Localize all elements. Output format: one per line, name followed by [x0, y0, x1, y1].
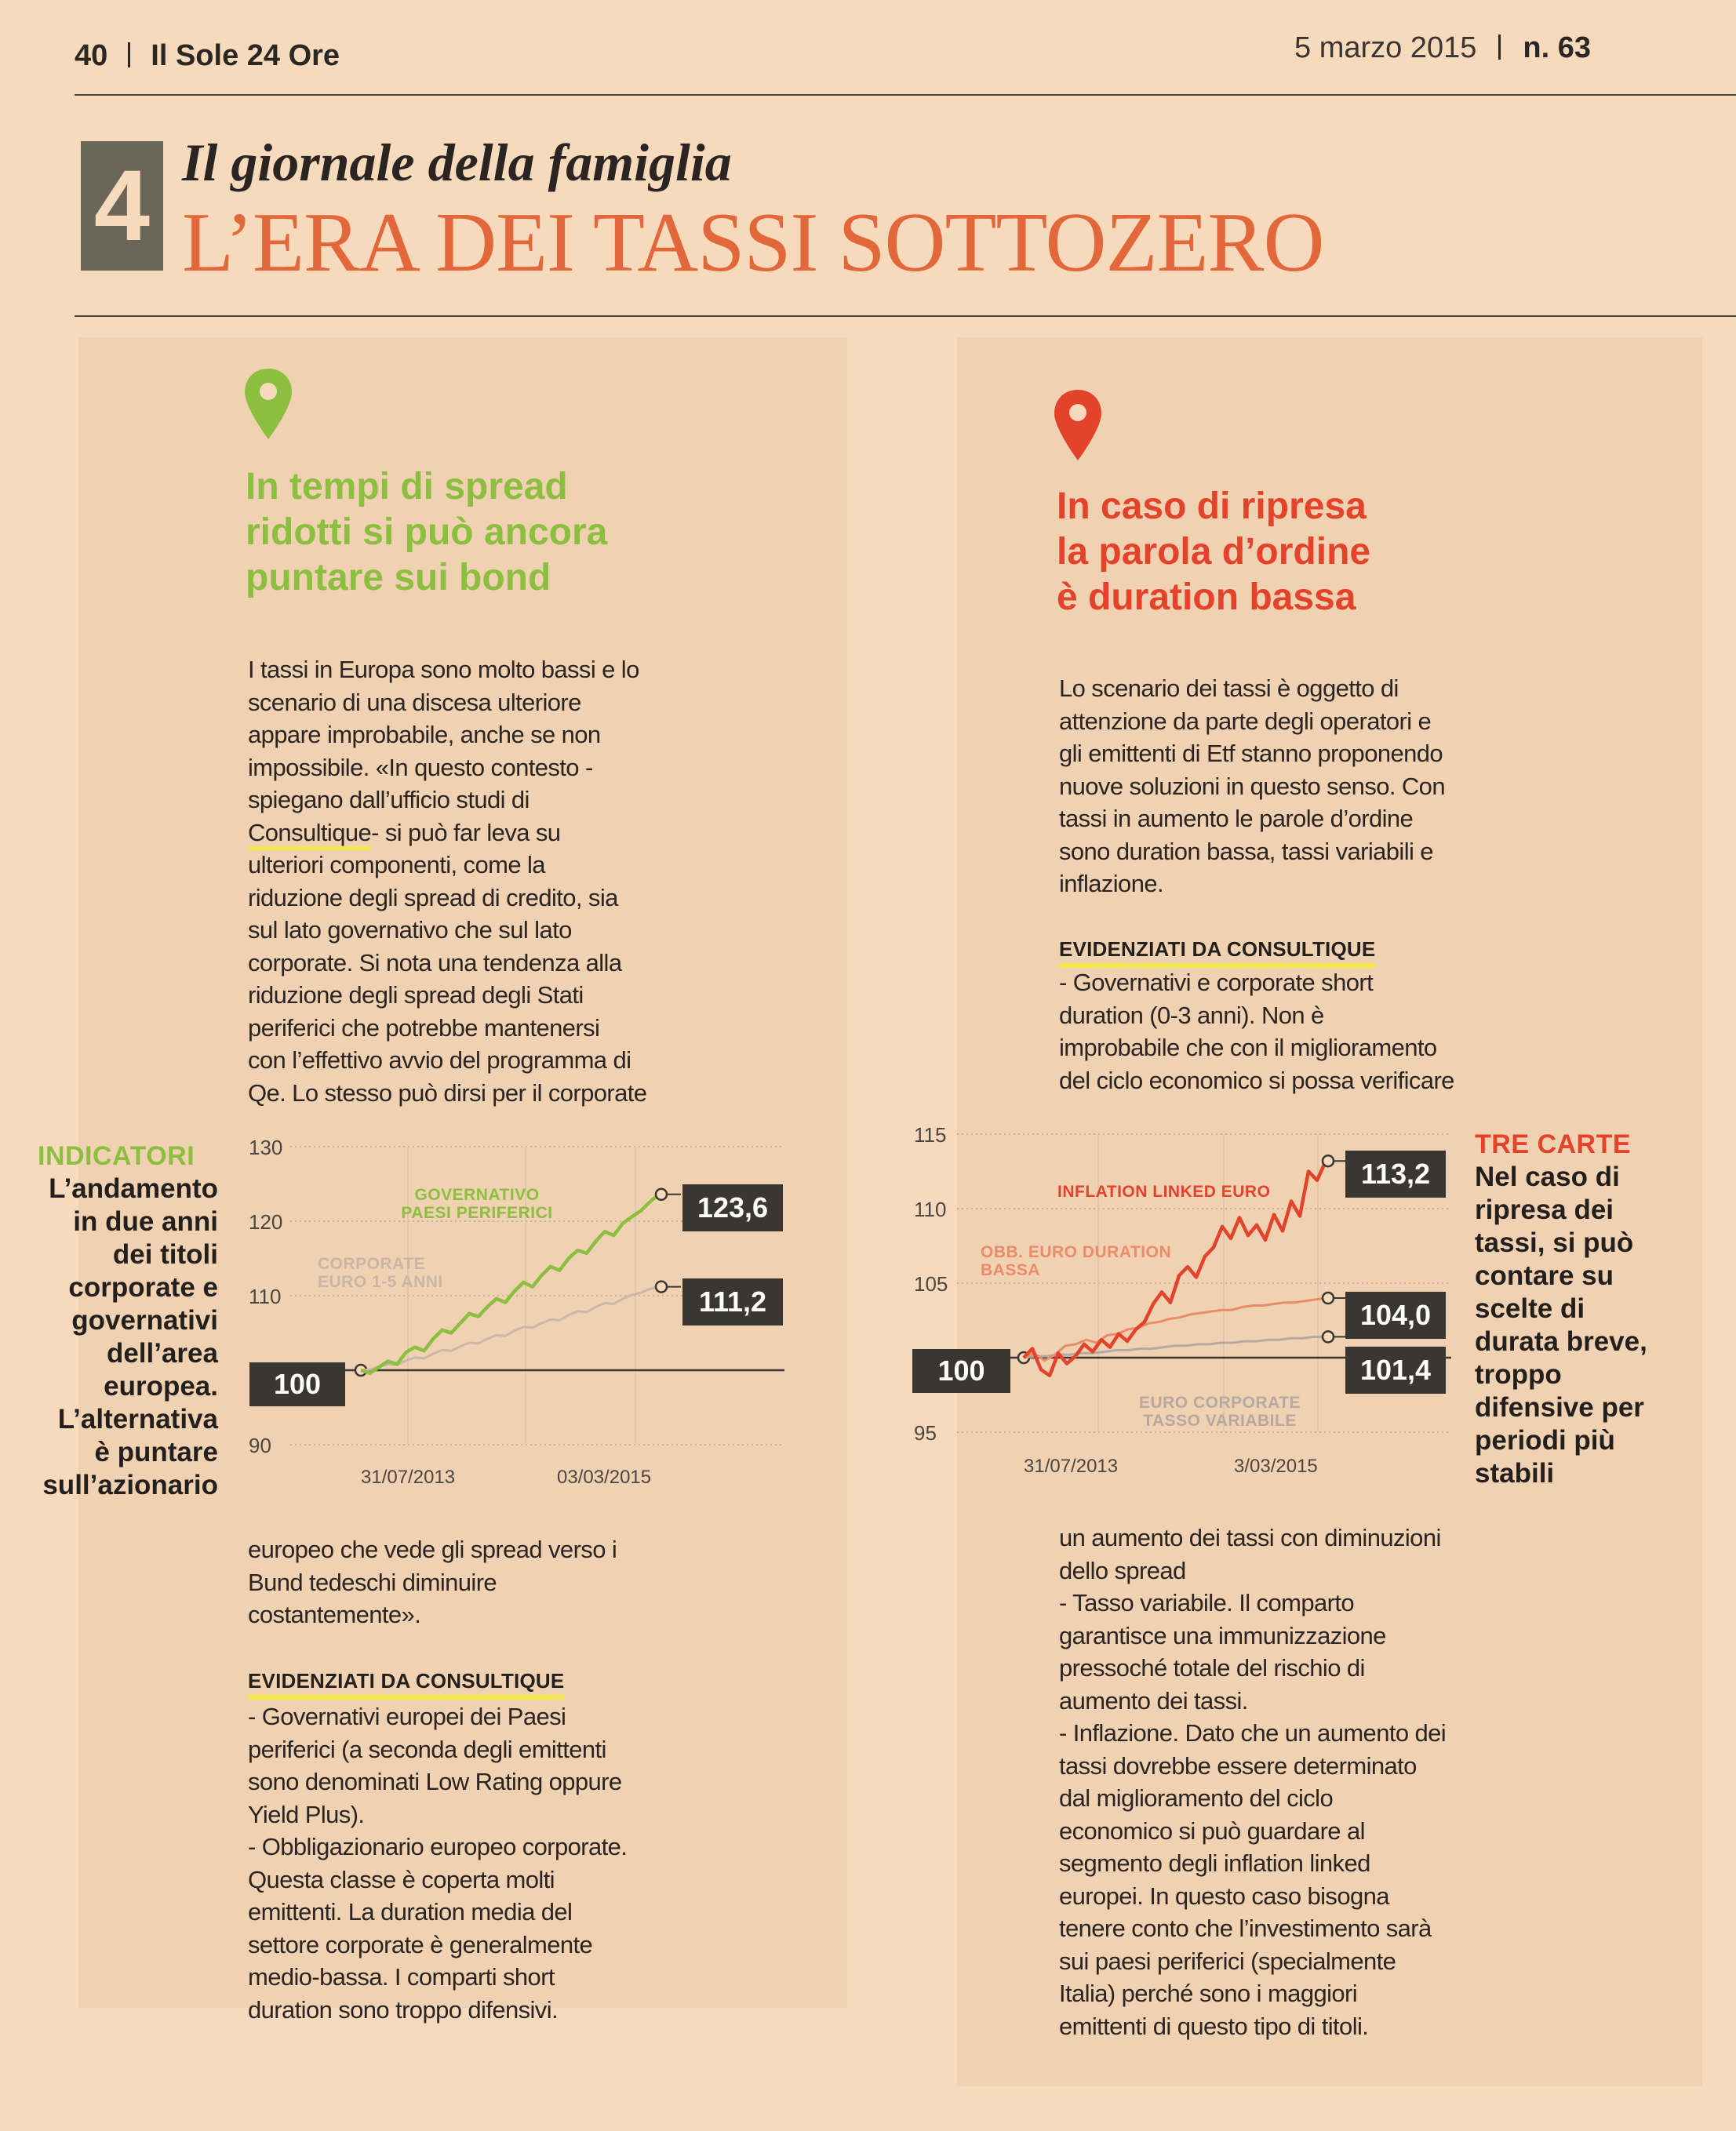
x-tick-label: 31/07/2013 — [1024, 1456, 1119, 1477]
body-fragment: - si può far leva su — [371, 818, 561, 846]
body-line: spiegano dall’ufficio studi di — [248, 786, 530, 813]
y-tick-label: 120 — [249, 1210, 283, 1234]
body-line: pressoché totale del rischio di — [1059, 1654, 1365, 1682]
series-line — [1024, 1336, 1326, 1358]
sidebar-line: durata breve, — [1475, 1326, 1647, 1357]
body-line: - Tasso variabile. Il comparto — [1059, 1589, 1354, 1616]
right-evidenziati-label — [1059, 937, 1375, 968]
body-line: Qe. Lo stesso può dirsi per il corporate — [248, 1078, 647, 1107]
indicatori-title: INDICATORI — [38, 1141, 195, 1171]
tre-carte-title: TRE CARTE — [1475, 1129, 1632, 1159]
series-line — [1024, 1298, 1326, 1361]
body-line: dello spread — [1059, 1556, 1186, 1584]
end-value-box-duration-bassa: 104,0 — [1345, 1292, 1446, 1339]
tre-carte-body — [1475, 1161, 1726, 1490]
header-rule — [75, 315, 1736, 317]
map-pin-green-icon — [243, 367, 293, 442]
body-line: tassi in aumento le parole d’ordine — [1059, 805, 1414, 832]
sidebar-line: sull’azionario — [42, 1470, 218, 1500]
evidenziati-label: EVIDENZIATI DA CONSULTIQUE — [1059, 937, 1375, 968]
left-subhead-line: ridotti si può ancora — [246, 511, 608, 553]
body-line: impossibile. «In questo contesto - — [248, 753, 593, 781]
sidebar-line: L’andamento — [49, 1173, 218, 1204]
body-line: riduzione degli spread di credito, sia — [248, 883, 618, 911]
y-tick-label: 110 — [914, 1198, 947, 1221]
masthead-rule — [75, 94, 1736, 96]
sidebar-line: difensive per — [1475, 1392, 1644, 1423]
body-line: sui paesi periferici (specialmente — [1059, 1947, 1396, 1975]
body-line: segmento degli inflation linked — [1059, 1849, 1370, 1877]
body-line: I tassi in Europa sono molto bassi e lo — [248, 656, 639, 683]
body-line: riduzione degli spread degli Stati — [248, 981, 584, 1009]
masthead-separator — [1498, 35, 1501, 60]
body-line — [248, 816, 687, 849]
page-title: L’ERA DEI TASSI SOTTOZERO — [182, 196, 1324, 289]
body-line: un aumento dei tassi con diminuzioni — [1059, 1524, 1441, 1551]
end-value-box-governativo: 123,6 — [682, 1184, 783, 1231]
map-pin-red-icon — [1053, 388, 1103, 464]
body-line: ulteriori componenti, come la — [248, 851, 545, 878]
body-line: corporate. Si nota una tendenza alla — [248, 948, 622, 976]
right-body-after-chart — [1059, 1522, 1498, 2042]
body-line: tassi dovrebbe essere determinato — [1059, 1751, 1417, 1780]
sidebar-line: L’alternativa — [57, 1404, 218, 1435]
end-value-box-tasso-variabile: 101,4 — [1345, 1347, 1446, 1394]
sidebar-line: corporate e — [68, 1272, 218, 1303]
body-line: garantisce una immunizzazione — [1059, 1621, 1386, 1649]
sidebar-line: in due anni — [73, 1206, 218, 1237]
body-line: attenzione da parte degli operatori e — [1059, 707, 1432, 735]
section-number: 4 — [93, 150, 151, 262]
base-value-box: 100 — [912, 1349, 1010, 1393]
body-line: Lo scenario dei tassi è oggetto di — [1059, 675, 1399, 702]
issue-number: n. 63 — [1523, 31, 1591, 64]
right-body-top — [1059, 672, 1498, 900]
left-evidenziati-body — [248, 1700, 687, 2026]
y-tick-label: 95 — [914, 1421, 937, 1445]
sidebar-line: Nel caso di — [1475, 1162, 1620, 1192]
left-subhead-line: puntare sui bond — [246, 557, 551, 598]
body-line: sono duration bassa, tassi variabili e — [1059, 837, 1433, 865]
x-tick-label: 31/07/2013 — [361, 1467, 456, 1488]
y-tick-label: 110 — [249, 1285, 282, 1308]
body-line: - Governativi e corporate short — [1059, 969, 1374, 996]
y-tick-label: 115 — [914, 1123, 947, 1147]
y-tick-label: 130 — [249, 1136, 283, 1159]
body-line: economico si può guardare al — [1059, 1816, 1365, 1845]
series-label-duration-bassa: OBB. EURO DURATION BASSA — [981, 1243, 1172, 1279]
body-line: emittenti di questo tipo di titoli. — [1059, 2012, 1369, 2040]
end-value-box-corporate: 111,2 — [682, 1278, 783, 1326]
body-line: - Inflazione. Dato che un aumento dei — [1059, 1719, 1447, 1747]
paper-name: Il Sole 24 Ore — [151, 39, 340, 72]
base-value-box: 100 — [249, 1362, 345, 1406]
series-label-tasso-variabile: EURO CORPORATE TASSO VARIABILE — [1138, 1394, 1301, 1430]
body-line: con l’effettivo avvio del programma di — [248, 1046, 631, 1074]
section-kicker: Il giornale della famiglia — [182, 133, 732, 192]
body-line: Yield Plus). — [248, 1800, 365, 1828]
body-line: sul lato governativo che sul lato — [248, 916, 572, 944]
evidenziati-label: EVIDENZIATI DA CONSULTIQUE — [248, 1669, 564, 1700]
body-line: Bund tedeschi diminuire — [248, 1568, 497, 1596]
y-tick-label: 105 — [914, 1272, 948, 1296]
end-marker — [1323, 1293, 1334, 1304]
body-line: improbabile che con il miglioramento — [1059, 1034, 1437, 1061]
end-marker — [656, 1189, 667, 1200]
left-body-top — [248, 653, 687, 1109]
body-line: periferici che potrebbe mantenersi — [248, 1013, 600, 1042]
left-evidenziati-label — [248, 1669, 564, 1700]
sidebar-line: stabili — [1475, 1458, 1555, 1489]
sidebar-line: tassi, si può — [1475, 1227, 1634, 1258]
body-line: nuove soluzioni in questo senso. Con — [1059, 772, 1445, 800]
body-line: europei. In questo caso bisogna — [1059, 1882, 1389, 1910]
right-evidenziati-body — [1059, 966, 1498, 1096]
right-subhead-line: In caso di ripresa — [1057, 485, 1367, 527]
sidebar-line: contare su — [1475, 1260, 1614, 1291]
indicatori-body — [16, 1173, 218, 1502]
sidebar-line: dell’area — [106, 1338, 218, 1369]
body-line: scenario di una discesa ulteriore — [248, 688, 581, 716]
masthead-left — [75, 39, 340, 73]
sidebar-line: europea. — [104, 1371, 218, 1402]
left-body-after-chart — [248, 1533, 687, 1631]
sidebar-line: ripresa dei — [1475, 1195, 1614, 1225]
body-line: periferici (a seconda degli emittenti — [248, 1735, 606, 1763]
section-number-box — [81, 141, 163, 271]
left-subhead-line: In tempi di spread — [246, 466, 568, 507]
consultique-highlight: Consultique — [248, 819, 371, 850]
body-line: duration sono troppo difensivi. — [248, 1995, 558, 2024]
body-line: duration (0-3 anni). Non è — [1059, 1001, 1324, 1029]
left-chart — [243, 1122, 792, 1498]
right-subhead-line: è duration bassa — [1057, 576, 1356, 618]
body-line: Questa classe è coperta molti — [248, 1865, 555, 1893]
body-line: inflazione. — [1059, 870, 1163, 897]
end-marker — [1323, 1155, 1334, 1166]
right-subhead — [1057, 484, 1370, 620]
body-line: Italia) perché sono i maggiori — [1059, 1980, 1358, 2007]
left-subhead — [246, 464, 607, 601]
sidebar-line: periodi più — [1475, 1425, 1615, 1456]
body-line: costantemente». — [248, 1601, 421, 1628]
body-line: emittenti. La duration media del — [248, 1898, 573, 1926]
body-line: settore corporate è generalmente — [248, 1930, 593, 1958]
body-line: dal miglioramento del ciclo — [1059, 1784, 1334, 1812]
series-label-corporate: CORPORATE EURO 1-5 ANNI — [318, 1255, 443, 1291]
sidebar-line: scelte di — [1475, 1293, 1585, 1324]
body-line: - Obbligazionario europeo corporate. — [248, 1833, 628, 1860]
sidebar-line: dei titoli — [112, 1239, 218, 1270]
y-tick-label: 90 — [249, 1434, 271, 1457]
series-label-inflation: INFLATION LINKED EURO — [1057, 1183, 1271, 1201]
sidebar-line: governativi — [71, 1305, 218, 1336]
body-line: aumento dei tassi. — [1059, 1686, 1248, 1715]
body-line: gli emittenti di Etf stanno proponendo — [1059, 740, 1443, 767]
masthead-separator — [128, 42, 130, 67]
series-label-governativo: GOVERNATIVO PAESI PERIFERICI — [401, 1186, 553, 1222]
body-line: sono denominati Low Rating oppure — [248, 1768, 622, 1795]
sidebar-line: è puntare — [94, 1437, 218, 1467]
page-number: 40 — [75, 39, 108, 72]
masthead-right — [1294, 31, 1591, 65]
end-value-box-inflation: 113,2 — [1345, 1151, 1446, 1198]
end-marker — [656, 1282, 667, 1293]
body-line: tenere conto che l’investimento sarà — [1059, 1915, 1432, 1942]
right-chart — [910, 1114, 1451, 1482]
body-line: del ciclo economico si possa verificare — [1059, 1066, 1454, 1094]
body-line: medio-bassa. I comparti short — [248, 1963, 555, 1991]
right-subhead-line: la parola d’ordine — [1057, 531, 1371, 573]
x-tick-label: 3/03/2015 — [1234, 1456, 1318, 1477]
body-line: - Governativi europei dei Paesi — [248, 1703, 566, 1730]
sidebar-line: troppo — [1475, 1359, 1562, 1390]
issue-date: 5 marzo 2015 — [1294, 31, 1477, 64]
x-tick-label: 03/03/2015 — [557, 1467, 652, 1488]
end-marker — [1323, 1331, 1334, 1342]
body-line: europeo che vede gli spread verso i — [248, 1536, 617, 1563]
body-line: appare improbabile, anche se non — [248, 721, 601, 748]
